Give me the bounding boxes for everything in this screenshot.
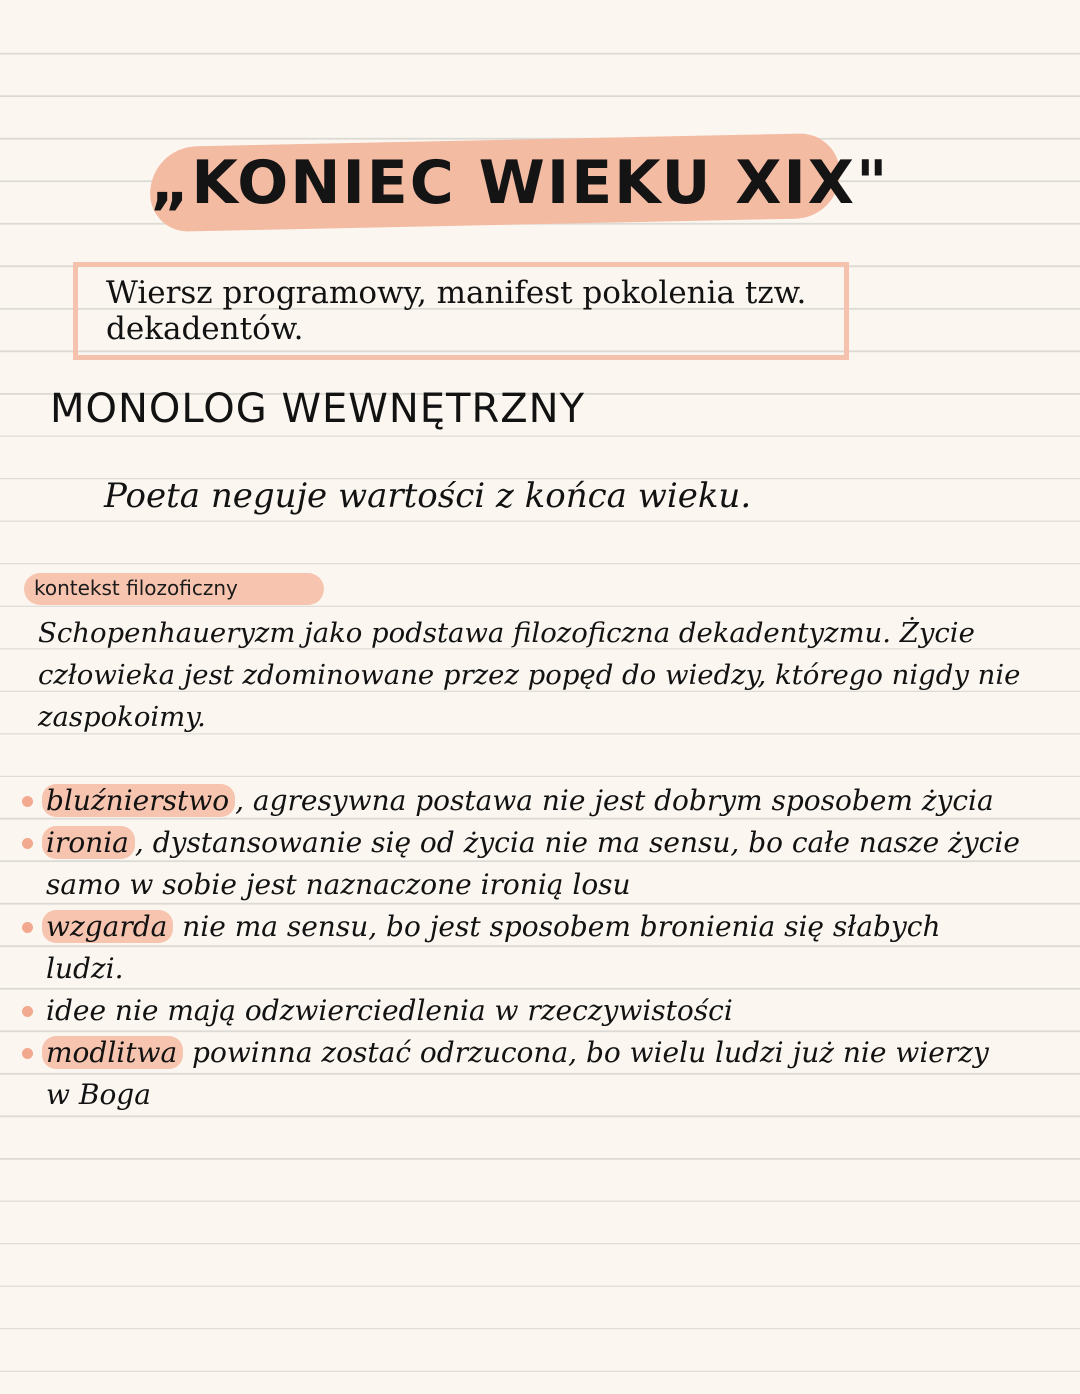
bullet-dot-icon bbox=[22, 796, 33, 807]
title-block bbox=[150, 130, 890, 230]
context-label: kontekst filozoficzny bbox=[34, 576, 238, 600]
programme-note-box bbox=[73, 262, 849, 360]
bullet-term: modlitwa bbox=[42, 1036, 183, 1069]
bullet-term-separator: , bbox=[134, 826, 144, 859]
bullet-text: nie ma sensu, bo jest sposobem bronienia się słabych ludzi. bbox=[46, 910, 941, 985]
list-item bbox=[0, 906, 1080, 990]
bullet-list bbox=[0, 780, 1080, 1116]
bullet-dot-icon bbox=[22, 838, 33, 849]
bullet-dot-icon bbox=[22, 1006, 33, 1017]
context-label-block bbox=[24, 573, 324, 605]
list-item bbox=[0, 990, 1080, 1032]
bullet-text: idee nie mają odzwierciedlenia w rzeczywistości bbox=[46, 994, 733, 1027]
programme-note: Wiersz programowy, manifest pokolenia tzw. dekadentów. bbox=[106, 275, 807, 347]
bullet-term: bluźnierstwo bbox=[42, 784, 235, 817]
list-item bbox=[0, 822, 1080, 906]
bullet-term: ironia bbox=[42, 826, 135, 859]
page-title: „KONIEC WIEKU XIX" bbox=[150, 148, 890, 218]
bullet-text: powinna zostać odrzucona, bo wielu ludzi już nie wierzy w Boga bbox=[46, 1036, 989, 1111]
bullet-term-separator: , bbox=[235, 784, 244, 817]
bullet-dot-icon bbox=[22, 1048, 33, 1059]
bullet-text: dystansowanie się od życia nie ma sensu, bo całe nasze życie samo w sobie jest naznaczone ironią losu bbox=[46, 826, 1020, 901]
bullet-dot-icon bbox=[22, 922, 33, 933]
statement-text: Poeta neguje wartości z końca wieku. bbox=[104, 476, 752, 516]
context-body: Schopenhaueryzm jako podstawa filozoficzna dekadentyzmu. Życie człowieka jest zdominowane przez popęd do wiedzy, którego nigdy nie zaspokoimy. bbox=[38, 617, 1021, 733]
list-item bbox=[0, 780, 1080, 822]
bullet-text: agresywna postawa nie jest dobrym sposobem życia bbox=[243, 784, 994, 817]
section-heading: MONOLOG WEWNĘTRZNY bbox=[50, 386, 586, 432]
bullet-term: wzgarda bbox=[42, 910, 173, 943]
list-item bbox=[0, 1032, 1080, 1116]
